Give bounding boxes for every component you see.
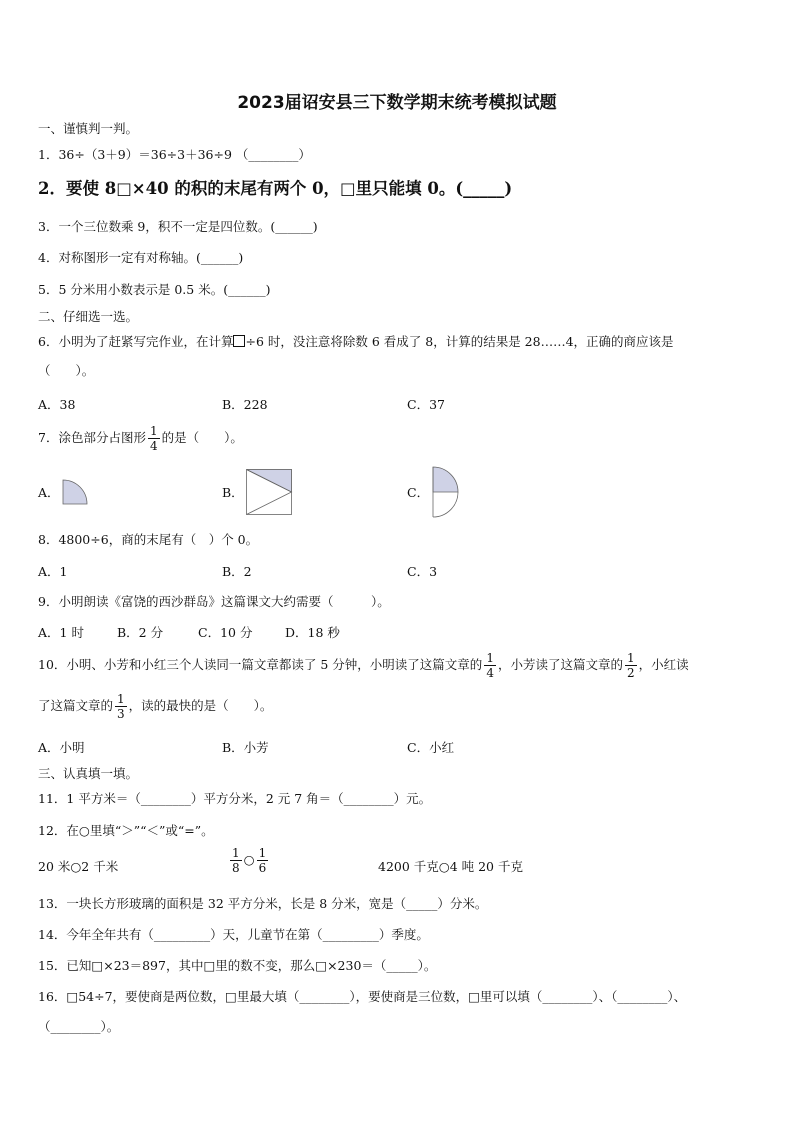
question-6-text-before: 6．小明为了赶紧写完作业，在计算	[38, 334, 234, 349]
quarter-circle-figure	[62, 479, 88, 505]
blank-square-icon	[233, 335, 245, 347]
fraction-one-sixth: $\frac{1}{6}$	[258, 846, 267, 875]
question-8-option-b: B．2	[222, 564, 252, 579]
question-9: 9．小明朗读《富饶的西沙群岛》这篇课文大约需要（ ）。	[38, 594, 390, 609]
question-7-option-c: C．	[407, 485, 430, 500]
question-7-text-before: 7．涂色部分占图形	[38, 430, 146, 445]
question-8: 8．4800÷6，商的末尾有（ ）个 0。	[38, 532, 259, 547]
page-title: 2023届诏安县三下数学期末统考模拟试题	[237, 93, 557, 113]
question-10-text-2: ，小芳读了这篇文章的	[497, 657, 623, 672]
question-6-option-a: A．38	[38, 397, 76, 412]
question-10	[38, 651, 689, 680]
question-9-option-a: A．1 时	[38, 625, 84, 640]
fraction-one-eighth: $\frac{1}{8}$	[232, 846, 240, 875]
section-heading-choose: 二、仔细选一选。	[38, 309, 139, 324]
fraction-one-third: $\frac{1}{3}$	[117, 692, 125, 721]
question-9-option-d: D．18 秒	[285, 625, 340, 640]
question-5: 5．5 分米用小数表示是 0.5 米。(______)	[38, 282, 271, 297]
question-9-option-c: C．10 分	[198, 625, 253, 640]
question-12: 12．在○里填“＞”“＜”或“=”。	[38, 823, 214, 838]
question-6-text-after: ÷6 时，没注意将除数 6 看成了 8，计算的结果是 28……4，正确的商应该是	[245, 334, 674, 349]
question-4: 4．对称图形一定有对称轴。(______)	[38, 250, 244, 265]
question-6-option-b: B．228	[222, 397, 268, 412]
question-6-option-c: C．37	[407, 397, 445, 412]
question-7	[38, 424, 243, 453]
question-13: 13．一块长方形玻璃的面积是 32 平方分米，长是 8 分米，宽是（_____）分米。	[38, 896, 488, 911]
question-6-line2: （ ）。	[38, 363, 95, 378]
question-8-option-a: A．1	[38, 564, 68, 579]
question-8-option-c: C．3	[407, 564, 438, 579]
question-10-line2	[38, 692, 272, 721]
question-12-compare-1: 20 米○2 千米	[38, 859, 119, 874]
question-12-compare-2	[228, 846, 270, 875]
question-10-text-1: 10．小明、小芳和小红三个人读同一篇文章都读了 5 分钟，小明读了这篇文章的	[38, 657, 483, 672]
question-14: 14．今年全年共有（_________）天，儿童节在第（_________）季度。	[38, 927, 429, 942]
fraction-one-half: $\frac{1}{2}$	[626, 651, 635, 680]
question-3: 3．一个三位数乘 9，积不一定是四位数。(______)	[38, 219, 318, 234]
question-7-text-after: 的是（ ）。	[161, 430, 243, 445]
question-10-text-4: 了这篇文章的	[38, 698, 114, 713]
question-11: 11．1 平方米＝（________）平方分米，2 元 7 角＝（________）元。	[38, 791, 432, 806]
question-9-option-b: B．2 分	[117, 625, 164, 640]
question-7-option-a: A．	[38, 485, 60, 500]
question-16-line2: （________）。	[38, 1019, 120, 1034]
section-heading-fill: 三、认真填一填。	[38, 766, 139, 781]
question-10-text-3: ，小红读	[638, 657, 689, 672]
question-1: 1．36÷（3＋9）＝36÷3＋36÷9 （________）	[38, 147, 311, 162]
question-16: 16．□54÷7，要使商是两位数，□里最大填（________），要使商是三位数，□里可以填（________）、（________）、	[38, 989, 687, 1004]
question-12-compare-3: 4200 千克○4 吨 20 千克	[378, 859, 523, 874]
fraction-one-quarter: $\frac{1}{4}$	[486, 651, 494, 680]
question-10-text-5: ，读的最快的是（ ）。	[128, 698, 273, 713]
question-10-option-c: C．小红	[407, 740, 455, 755]
question-15: 15．已知□×23＝897，其中□里的数不变，那么□×230＝（_____）。	[38, 958, 437, 973]
square-triangles-figure	[246, 469, 292, 515]
question-10-option-a: A．小明	[38, 740, 85, 755]
fraction-one-quarter: $\frac{1}{4}$	[149, 424, 158, 453]
question-6	[38, 333, 674, 351]
question-10-option-b: B．小芳	[222, 740, 269, 755]
semicircle-figure	[432, 466, 460, 518]
section-heading-judge: 一、谨慎判一判。	[38, 121, 139, 136]
question-7-option-b: B．	[222, 485, 244, 500]
compare-circle: ○	[243, 852, 255, 867]
question-2: 2．要使 8□×40 的积的末尾有两个 0，□里只能填 0。(_____)	[38, 179, 513, 198]
